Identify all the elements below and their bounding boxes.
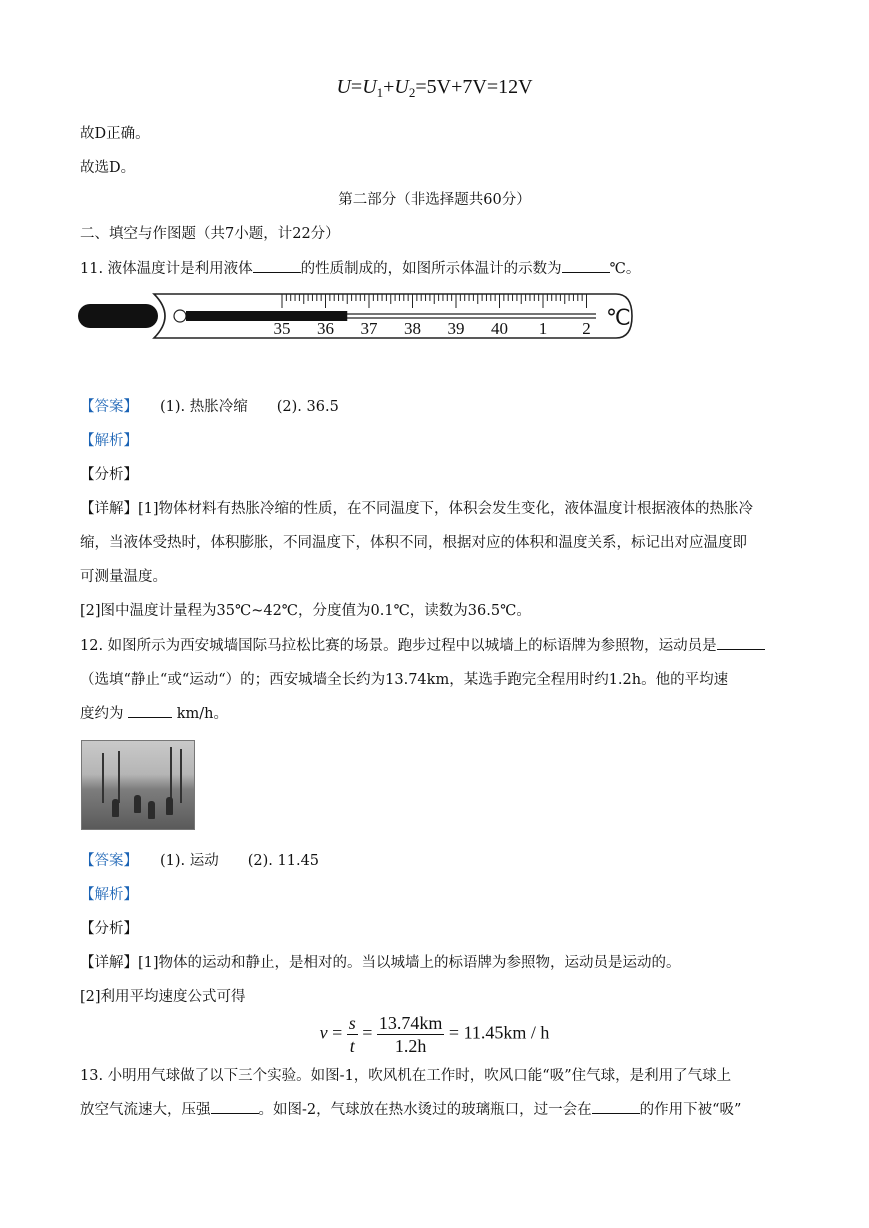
answer-blank (562, 260, 610, 273)
answer-11 (80, 395, 339, 416)
answer-blank (717, 637, 765, 650)
answer-blank (128, 705, 172, 718)
question-13-line-1: 13. 小明用气球做了以下三个实验。如图-1，吹风机在工作时，吹风口能“吸”住气球，是利用了气球上 (80, 1068, 732, 1084)
detail-line-2: 缩，当液体受热时，体积膨胀，不同温度下，体积不同，根据对应的体积和温度关系，标记出对应温度即 (80, 535, 747, 551)
question-11: 11. 液体温度计是利用液体 的性质制成的，如图所示体温计的示数为 ℃。 (80, 261, 641, 277)
speed-formula: v = $\frac{s}{t}$ = $\frac{13.74km}{1.2h}$ = 11.45km / h (319, 1013, 550, 1056)
conclusion-line-1: 故D正确。 (80, 126, 150, 142)
detail-line-1: 【详解】[1]物体的运动和静止，是相对的。当以城墙上的标语牌为参照物，运动员是运动的。 (80, 955, 681, 971)
answer-12 (80, 849, 319, 870)
analysis-heading: 【分析】 (80, 467, 138, 483)
scale-label: 35 (273, 319, 291, 338)
scale-label: 38 (404, 319, 421, 338)
analysis-tag: 【解析】 (80, 887, 138, 903)
part-title: 第二部分（非选择题共60分） (338, 192, 531, 208)
scale-label: 37 (360, 319, 378, 338)
marathon-photo (81, 740, 195, 830)
detail-line-4: [2]图中温度计量程为35℃~42℃，分度值为0.1℃，读数为36.5℃。 (80, 603, 531, 619)
fraction-s-over-t: $\frac{s}{t}$ (348, 1013, 356, 1056)
conclusion-line-2: 故选D。 (80, 160, 136, 176)
scale-label: 39 (447, 319, 465, 338)
analysis-heading: 【分析】 (80, 921, 138, 937)
answer-blank (592, 1101, 640, 1114)
top-equation: $U=U_1+U_2=5V+7V=12V$ (336, 76, 533, 100)
thermometer-figure (76, 290, 636, 342)
thermometer-constriction (174, 310, 186, 322)
question-number: 11. (80, 261, 104, 277)
detail-line-3: 可测量温度。 (80, 569, 167, 585)
question-number: 13. (80, 1068, 104, 1084)
question-13-line-2: 放空气流速大，压强 。如图-2，气球放在热水烫过的玻璃瓶口，过一会在 的作用下被“吸” (80, 1102, 742, 1118)
analysis-tag: 【解析】 (80, 433, 138, 449)
answer-tag: 【答案】 (80, 853, 138, 869)
scale-label: 2 (582, 319, 591, 338)
detail-line-2: [2]利用平均速度公式可得 (80, 989, 246, 1005)
unit-symbol: ℃ (606, 305, 631, 330)
thermometer-bulb (78, 304, 158, 328)
scale-label: 36 (317, 319, 334, 338)
answer-tag: 【答案】 (80, 399, 138, 415)
answer-text: (1). 热胀冷缩 (2). 36.5 (160, 399, 339, 415)
answer-blank (253, 260, 301, 273)
question-12-line-3: 度约为 km/h。 (80, 706, 228, 722)
answer-text: (1). 运动 (2). 11.45 (160, 853, 320, 869)
detail-line-1: 【详解】[1]物体材料有热胀冷缩的性质，在不同温度下，体积会发生变化，液体温度计根据液体的热胀冷 (80, 501, 754, 517)
question-12-line-1: 12. 如图所示为西安城墙国际马拉松比赛的场景。跑步过程中以城墙上的标语牌为参照物，运动员是 (80, 634, 765, 655)
question-12-line-2: （选填“静止“或“运动“）的；西安城墙全长约为13.74km，某选手跑完全程用时约1.2h。他的平均速 (80, 672, 729, 688)
scale-label: 40 (491, 319, 508, 338)
section-title: 二、填空与作图题（共7小题，计22分） (80, 226, 340, 242)
answer-blank (211, 1101, 259, 1114)
question-number: 12. (80, 638, 104, 654)
fraction-values: $\frac{13.74km}{1.2h}$ (378, 1013, 443, 1056)
scale-label: 1 (538, 319, 548, 338)
